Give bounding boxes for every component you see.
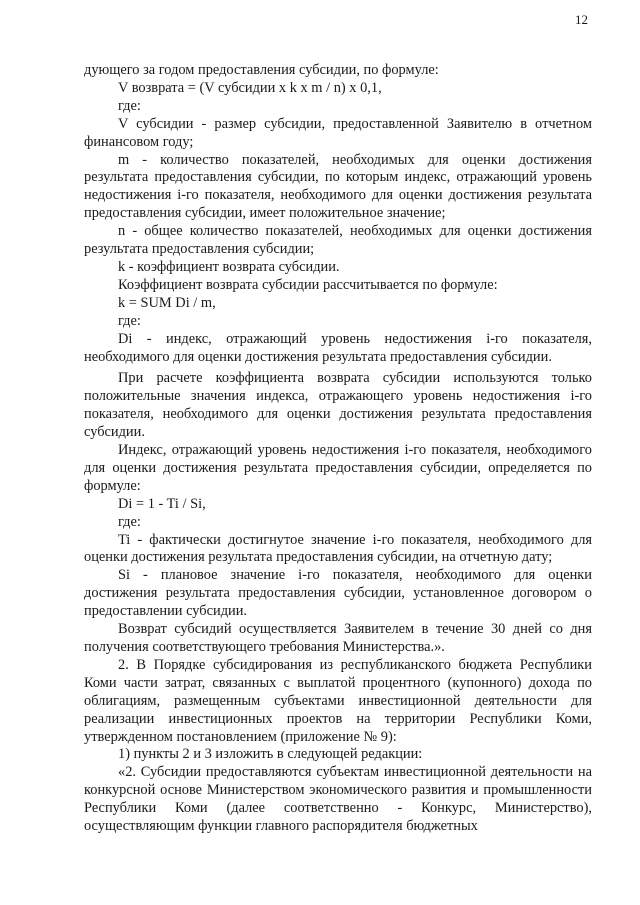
paragraph: Возврат субсидий осуществляется Заявителем в течение 30 дней со дня получения соответствующего требования Министерства.». [84, 621, 592, 655]
paragraph: Di = 1 - Ti / Si, [118, 495, 206, 512]
paragraph: где: [118, 312, 141, 329]
paragraph: Di - индекс, отражающий уровень недостижения i-го показателя, необходимого для оценки достижения результата предоставления субсидии. [84, 330, 592, 365]
paragraph: Si - плановое значение i-го показателя, необходимого для оценки достижения результата предоставления субсидии, установленное договором о предоставлении субсидии. [84, 567, 592, 620]
paragraph: где: [118, 513, 141, 530]
paragraph: m - количество показателей, необходимых для оценки достижения результата предоставления субсидии, по которым индекс, отражающий уровень недостижения i-го показателя, необходимого для оценки достижения результата предоставления субсидии, имеет положительное значение; [84, 151, 592, 222]
paragraph: 2. В Порядке субсидирования из республиканского бюджета Республики Коми части затрат, связанных с выплатой процентного (купонного) дохода по облигациям, размещенным субъектами инвестиционной деятельности для реализации инвестиционных проектов на территории Республики Коми, утвержденном постановлением (приложение № 9): [84, 656, 592, 745]
paragraph: Индекс, отражающий уровень недостижения i-го показателя, необходимого для оценки достижения результата предоставления субсидии, определяется по формуле: [84, 442, 592, 494]
page-number: 12 [575, 12, 588, 27]
paragraph: k = SUM Di / m, [118, 294, 216, 311]
paragraph: Ti - фактически достигнутое значение i-го показателя, необходимого для оценки достижения результата предоставления субсидии, на отчетную дату; [84, 531, 592, 566]
paragraph: k - коэффициент возврата субсидии. [118, 258, 340, 275]
paragraph: Коэффициент возврата субсидии рассчитывается по формуле: [118, 276, 498, 293]
paragraph: где: [118, 97, 141, 114]
document-body [84, 62, 592, 836]
paragraph: дующего за годом предоставления субсидии, по формуле: [84, 62, 439, 78]
paragraph: V возврата = (V субсидии x k x m / n) x 0,1, [118, 79, 382, 96]
paragraph: При расчете коэффициента возврата субсидии используются только положительные значения индекса, отражающего уровень недостижения i-го показателя, необходимого для оценки достижения результата предоставления субсидии. [84, 370, 592, 441]
paragraph: V субсидии - размер субсидии, предоставленной Заявителю в отчетном финансовом году; [84, 115, 592, 150]
paragraph: «2. Субсидии предоставляются субъектам инвестиционной деятельности на конкурсной основе Министерством экономического развития и промышленности Республики Коми (далее соответственно - Конкурс, Министерство), осуществляющим функции главного распорядителя бюджетных [84, 764, 592, 835]
paragraph: n - общее количество показателей, необходимых для оценки достижения результата предоставления субсидии; [84, 223, 592, 258]
paragraph: 1) пункты 2 и 3 изложить в следующей редакции: [118, 746, 423, 763]
